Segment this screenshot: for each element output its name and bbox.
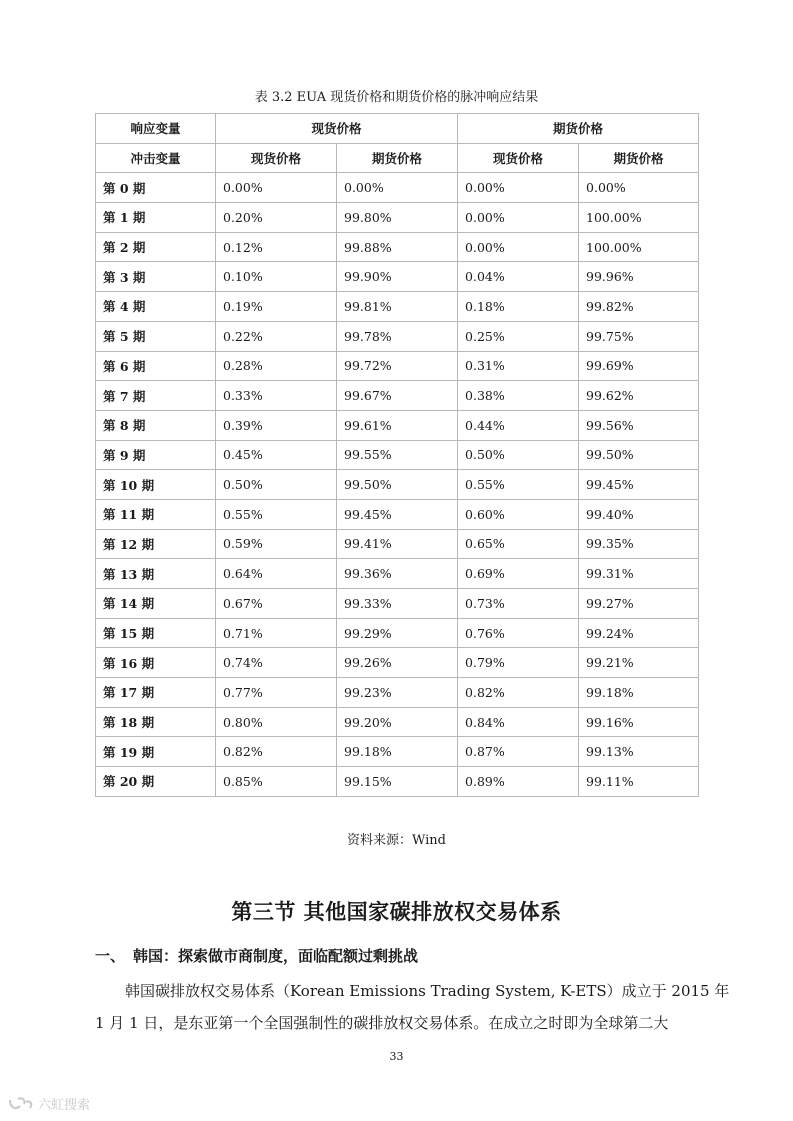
table-row	[96, 292, 699, 322]
header-spot-group: 现货价格	[216, 114, 458, 144]
table-cell: 99.50%	[579, 440, 699, 470]
table-cell: 0.85%	[216, 767, 337, 797]
table-cell: 99.50%	[337, 470, 458, 500]
table-cell: 0.50%	[216, 470, 337, 500]
table-row	[96, 707, 699, 737]
table-cell: 0.59%	[216, 529, 337, 559]
table-cell: 0.31%	[458, 351, 579, 381]
table-body	[96, 173, 699, 796]
table-row	[96, 589, 699, 619]
table-cell: 99.80%	[337, 203, 458, 233]
table-cell: 100.00%	[579, 232, 699, 262]
table-cell: 0.00%	[458, 173, 579, 203]
subsection-number: 一、	[95, 947, 126, 965]
table-cell: 99.81%	[337, 292, 458, 322]
table-cell: 99.61%	[337, 410, 458, 440]
table-cell: 99.56%	[579, 410, 699, 440]
row-period-label: 第 10 期	[96, 470, 216, 500]
table-cell: 0.00%	[216, 173, 337, 203]
header-response-variable: 响应变量	[96, 114, 216, 144]
table-cell: 99.23%	[337, 678, 458, 708]
table-cell: 0.55%	[458, 470, 579, 500]
row-period-label: 第 5 期	[96, 321, 216, 351]
table-cell: 99.45%	[579, 470, 699, 500]
table-row	[96, 262, 699, 292]
row-period-label: 第 12 期	[96, 529, 216, 559]
row-period-label: 第 17 期	[96, 678, 216, 708]
subsection-heading	[95, 945, 418, 966]
table-row	[96, 648, 699, 678]
table-cell: 99.31%	[579, 559, 699, 589]
row-period-label: 第 8 期	[96, 410, 216, 440]
row-period-label: 第 9 期	[96, 440, 216, 470]
table-cell: 99.62%	[579, 381, 699, 411]
table-cell: 0.74%	[216, 648, 337, 678]
table-row	[96, 232, 699, 262]
table-cell: 0.87%	[458, 737, 579, 767]
row-period-label: 第 13 期	[96, 559, 216, 589]
header-futures-group: 期货价格	[458, 114, 699, 144]
watermark	[8, 1094, 90, 1113]
table-cell: 99.11%	[579, 767, 699, 797]
table-row	[96, 351, 699, 381]
table-cell: 0.50%	[458, 440, 579, 470]
table-cell: 99.35%	[579, 529, 699, 559]
row-period-label: 第 19 期	[96, 737, 216, 767]
table-cell: 99.18%	[337, 737, 458, 767]
table-cell: 99.20%	[337, 707, 458, 737]
table-cell: 0.38%	[458, 381, 579, 411]
table-row	[96, 499, 699, 529]
row-period-label: 第 6 期	[96, 351, 216, 381]
table-cell: 99.78%	[337, 321, 458, 351]
table-cell: 0.45%	[216, 440, 337, 470]
row-period-label: 第 1 期	[96, 203, 216, 233]
table-cell: 99.75%	[579, 321, 699, 351]
table-cell: 99.96%	[579, 262, 699, 292]
row-period-label: 第 0 期	[96, 173, 216, 203]
table-cell: 0.00%	[579, 173, 699, 203]
table-cell: 0.76%	[458, 618, 579, 648]
table-cell: 0.44%	[458, 410, 579, 440]
table-cell: 99.41%	[337, 529, 458, 559]
table-row	[96, 678, 699, 708]
table-cell: 0.64%	[216, 559, 337, 589]
table-cell: 0.12%	[216, 232, 337, 262]
table-cell: 0.82%	[458, 678, 579, 708]
table-cell: 0.10%	[216, 262, 337, 292]
table-cell: 99.29%	[337, 618, 458, 648]
table-row	[96, 203, 699, 233]
table-cell: 0.82%	[216, 737, 337, 767]
table-header-row-2	[96, 143, 699, 173]
table-cell: 0.00%	[458, 203, 579, 233]
table-cell: 99.55%	[337, 440, 458, 470]
table-header-row-1	[96, 114, 699, 144]
table-cell: 99.27%	[579, 589, 699, 619]
table-cell: 99.13%	[579, 737, 699, 767]
table-cell: 99.18%	[579, 678, 699, 708]
table-cell: 0.77%	[216, 678, 337, 708]
table-cell: 99.67%	[337, 381, 458, 411]
table-cell: 99.16%	[579, 707, 699, 737]
row-period-label: 第 4 期	[96, 292, 216, 322]
table-cell: 0.89%	[458, 767, 579, 797]
header-col-futures-1: 期货价格	[337, 143, 458, 173]
section-title: 第三节 其他国家碳排放权交易体系	[231, 899, 562, 924]
table-cell: 0.04%	[458, 262, 579, 292]
table-cell: 99.21%	[579, 648, 699, 678]
watermark-logo-icon	[8, 1096, 34, 1112]
table-cell: 100.00%	[579, 203, 699, 233]
header-col-futures-2: 期货价格	[579, 143, 699, 173]
table-cell: 0.80%	[216, 707, 337, 737]
table-source: 资料来源：Wind	[347, 833, 446, 848]
table-cell: 0.79%	[458, 648, 579, 678]
table-cell: 99.69%	[579, 351, 699, 381]
table-cell: 0.69%	[458, 559, 579, 589]
table-cell: 0.71%	[216, 618, 337, 648]
table-cell: 99.45%	[337, 499, 458, 529]
table-cell: 99.33%	[337, 589, 458, 619]
table-row	[96, 410, 699, 440]
table-cell: 99.90%	[337, 262, 458, 292]
table-cell: 99.26%	[337, 648, 458, 678]
table-cell: 0.84%	[458, 707, 579, 737]
paragraph-line-1: 韩国碳排放权交易体系（Korean Emissions Trading System, K-ETS）成立于 2015 年	[125, 982, 730, 1000]
table-cell: 0.22%	[216, 321, 337, 351]
table-row	[96, 618, 699, 648]
row-period-label: 第 15 期	[96, 618, 216, 648]
paragraph-line-2: 1 月 1 日，是东亚第一个全国强制性的碳排放权交易体系。在成立之时即为全球第二大	[95, 1014, 669, 1032]
table-cell: 0.65%	[458, 529, 579, 559]
table-cell: 0.20%	[216, 203, 337, 233]
table-row	[96, 737, 699, 767]
header-col-spot-1: 现货价格	[216, 143, 337, 173]
table-cell: 99.72%	[337, 351, 458, 381]
table-cell: 99.15%	[337, 767, 458, 797]
table-row	[96, 767, 699, 797]
table-cell: 0.73%	[458, 589, 579, 619]
row-period-label: 第 18 期	[96, 707, 216, 737]
table-cell: 0.00%	[337, 173, 458, 203]
row-period-label: 第 20 期	[96, 767, 216, 797]
table-cell: 0.67%	[216, 589, 337, 619]
header-col-spot-2: 现货价格	[458, 143, 579, 173]
table-row	[96, 440, 699, 470]
watermark-text: 六虹搜索	[38, 1098, 91, 1113]
row-period-label: 第 16 期	[96, 648, 216, 678]
table-cell: 0.55%	[216, 499, 337, 529]
body-paragraph	[95, 975, 730, 1039]
row-period-label: 第 2 期	[96, 232, 216, 262]
row-period-label: 第 11 期	[96, 499, 216, 529]
row-period-label: 第 7 期	[96, 381, 216, 411]
subsection-title: 韩国：探索做市商制度，面临配额过剩挑战	[133, 947, 419, 965]
table-caption: 表 3.2 EUA 现货价格和期货价格的脉冲响应结果	[254, 90, 539, 105]
table-cell: 0.33%	[216, 381, 337, 411]
table-cell: 0.28%	[216, 351, 337, 381]
table-cell: 0.60%	[458, 499, 579, 529]
table-row	[96, 470, 699, 500]
table-cell: 99.40%	[579, 499, 699, 529]
table-cell: 0.25%	[458, 321, 579, 351]
table-cell: 0.18%	[458, 292, 579, 322]
table-row	[96, 529, 699, 559]
table-row	[96, 321, 699, 351]
table-cell: 99.36%	[337, 559, 458, 589]
table-cell: 0.39%	[216, 410, 337, 440]
row-period-label: 第 14 期	[96, 589, 216, 619]
page-number: 33	[389, 1050, 404, 1063]
row-period-label: 第 3 期	[96, 262, 216, 292]
impulse-response-table	[95, 113, 699, 797]
table-row	[96, 173, 699, 203]
header-shock-variable: 冲击变量	[96, 143, 216, 173]
table-cell: 99.24%	[579, 618, 699, 648]
table-cell: 0.00%	[458, 232, 579, 262]
table-cell: 99.88%	[337, 232, 458, 262]
table-cell: 0.19%	[216, 292, 337, 322]
table-row	[96, 559, 699, 589]
table-cell: 99.82%	[579, 292, 699, 322]
table-row	[96, 381, 699, 411]
